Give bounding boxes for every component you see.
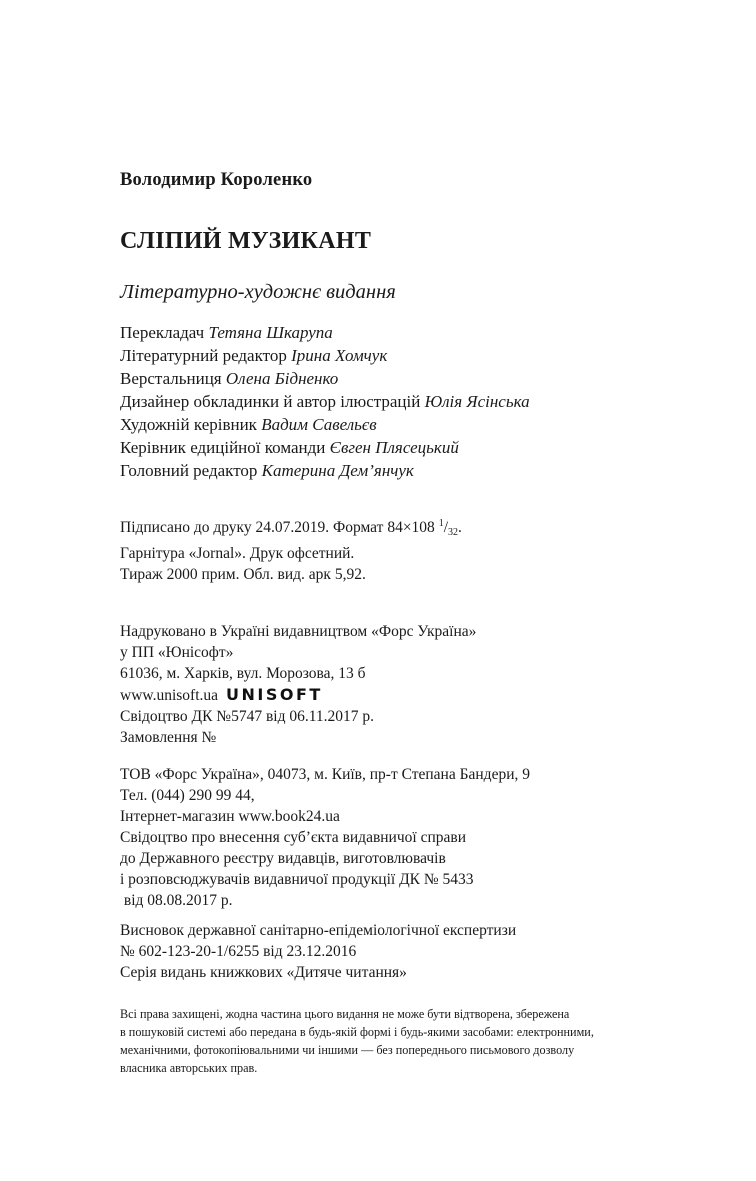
credits-list [120, 321, 530, 482]
printer-website: www.unisoft.ua [120, 687, 219, 704]
printer-name-line: у ПП «Юнісофт» [120, 644, 234, 661]
printer-address-line: 61036, м. Харків, вул. Морозова, 13 б [120, 665, 366, 682]
credit-person: Вадим Савельєв [261, 415, 377, 434]
credit-person: Олена Бідненко [225, 369, 339, 388]
publisher-certificate-line: до Державного реєстру видавців, виготовлювачів [120, 850, 446, 867]
edition-type: Літературно-художнє видання [120, 281, 396, 303]
credit-layout [120, 367, 530, 390]
book-title: СЛІПИЙ МУЗИКАНТ [120, 228, 372, 254]
conclusion-line: Висновок державної санітарно-епідеміологічної експертизи [120, 922, 517, 939]
order-number-line: Замовлення № [120, 729, 217, 746]
publisher-certificate-line: Свідоцтво про внесення суб’єкта видавничої справи [120, 829, 466, 846]
publisher-phone-line: Тел. (044) 290 99 44, [120, 787, 255, 804]
author-name: Володимир Короленко [120, 170, 313, 190]
format-end: . [458, 519, 462, 536]
signed-to-print-line [120, 513, 462, 543]
credit-person: Євген Плясецький [329, 438, 459, 457]
copyright-line: механічними, фотокопіювальними чи іншими — без попереднього письмового дозволу [120, 1043, 575, 1057]
printed-by [120, 621, 476, 748]
publisher-address-line: ТОВ «Форс Україна», 04073, м. Київ, пр-т Степана Бандери, 9 [120, 766, 530, 783]
credit-role: Керівник едиційної команди [120, 438, 326, 457]
copyright-notice [120, 1005, 680, 1077]
credit-role: Дизайнер обкладинки й автор ілюстрацій [120, 392, 421, 411]
credit-role: Художній керівник [120, 415, 257, 434]
typeface-line: Гарнітура «Jornal». Друк офсетний. [120, 545, 355, 562]
credit-person: Тетяна Шкарупа [208, 323, 333, 342]
credit-translator [120, 321, 530, 344]
format-slash: / [443, 519, 448, 536]
credit-role: Головний редактор [120, 461, 258, 480]
copyright-line: власника авторських прав. [120, 1061, 258, 1075]
print-info [120, 513, 462, 585]
credit-literary-editor [120, 344, 530, 367]
publisher-certificate-date-line: від 08.08.2017 р. [120, 892, 233, 909]
copyright-line: в пошуковій системі або передана в будь-якій формі і будь-якими засобами: електронними, [120, 1025, 594, 1039]
signed-to-print-text: Підписано до друку 24.07.2019. Формат 84×108 [120, 519, 439, 536]
credit-cover-designer [120, 390, 530, 413]
sanitary-conclusion [120, 920, 516, 983]
credit-role: Верстальниця [120, 369, 222, 388]
credit-person: Катерина Дем’янчук [261, 461, 414, 480]
printer-website-line [120, 684, 476, 706]
credit-team-lead [120, 436, 530, 459]
credit-role: Літературний редактор [120, 346, 287, 365]
unisoft-logo: UNISOFT [226, 685, 323, 704]
publisher-certificate-line: і розповсюджувачів видавничої продукції ДК № 5433 [120, 871, 474, 888]
credit-person: Юлія Ясінська [424, 392, 530, 411]
printed-by-line: Надруковано в Україні видавництвом «Форс Україна» [120, 623, 477, 640]
credit-chief-editor [120, 459, 530, 482]
publisher-info [120, 764, 530, 911]
printer-certificate-line: Свідоцтво ДК №5747 від 06.11.2017 р. [120, 708, 375, 725]
credit-role: Перекладач [120, 323, 205, 342]
conclusion-number-line: № 602-123-20-1/6255 від 23.12.2016 [120, 943, 357, 960]
series-line: Серія видань книжкових «Дитяче читання» [120, 964, 407, 981]
format-denominator: 32 [448, 527, 458, 538]
format-numerator: 1 [438, 518, 444, 529]
copyright-line: Всі права захищені, жодна частина цього видання не може бути відтворена, збережена [120, 1007, 570, 1021]
credit-art-director [120, 413, 530, 436]
credit-person: Ірина Хомчук [291, 346, 388, 365]
publisher-shop-line: Інтернет-магазин www.book24.ua [120, 808, 340, 825]
print-run-line: Тираж 2000 прим. Обл. вид. арк 5,92. [120, 566, 366, 583]
